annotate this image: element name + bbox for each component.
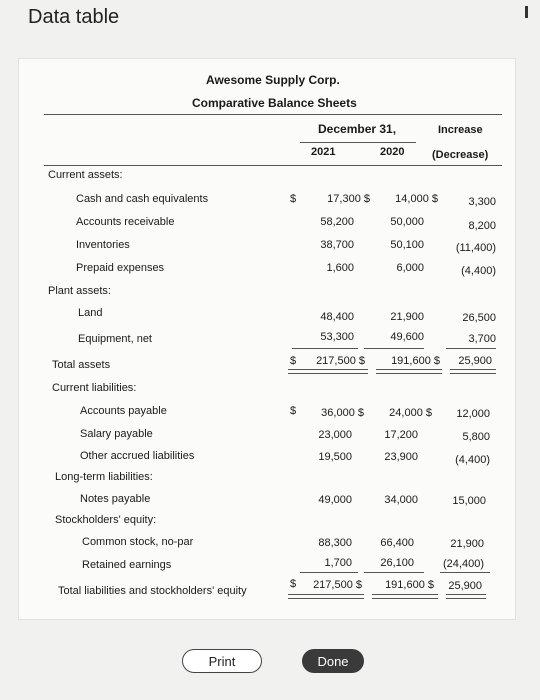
header-rule xyxy=(44,114,502,115)
total-double-rule xyxy=(446,594,486,599)
subtotal-rule xyxy=(300,572,358,573)
window-title: Data table xyxy=(28,6,120,28)
cell-2021-equipment: 53,300 xyxy=(320,331,354,343)
cell-change-ar: 8,200 xyxy=(468,220,496,232)
cell-2021-ar: 58,200 xyxy=(320,216,354,228)
year-2021-header: 2021 xyxy=(311,146,336,158)
cell-change-salary: 5,800 xyxy=(462,431,490,443)
row-label-land: Land xyxy=(78,307,103,319)
total-assets-label: Total assets xyxy=(52,359,111,371)
section-equity: Stockholders' equity: xyxy=(55,514,157,526)
subtotal-rule xyxy=(364,348,424,349)
total-double-rule xyxy=(288,594,364,599)
date-header: December 31, xyxy=(318,122,397,136)
cell-change-retained: (24,400) xyxy=(443,558,484,570)
cell-2021-total-le: 217,500 $ xyxy=(313,579,362,591)
cell-2021-retained: 1,700 xyxy=(324,557,352,569)
cell-2020-cash: 14,000 $ xyxy=(395,193,438,205)
row-label-ar: Accounts receivable xyxy=(76,216,175,228)
row-label-inventories: Inventories xyxy=(76,239,130,251)
row-label-equipment: Equipment, net xyxy=(78,333,152,345)
cell-change-total-assets: 25,900 xyxy=(458,355,492,367)
cell-2020-inventories: 50,100 xyxy=(390,239,424,251)
row-label-notes: Notes payable xyxy=(80,493,151,505)
increase-header: Increase xyxy=(438,124,483,136)
row-label-cash: Cash and cash equivalents xyxy=(76,193,209,205)
cell-change-cash: 3,300 xyxy=(468,196,496,208)
row-label-other: Other accrued liabilities xyxy=(80,450,195,462)
section-plant-assets: Plant assets: xyxy=(48,285,111,297)
dollar-sign: $ xyxy=(290,193,297,205)
cell-change-inventories: (11,400) xyxy=(455,242,496,254)
cell-2021-prepaid: 1,600 xyxy=(326,262,354,274)
cell-2020-common: 66,400 xyxy=(380,537,414,549)
dollar-sign: $ xyxy=(290,355,297,367)
cell-change-notes: 15,000 xyxy=(452,495,486,507)
total-double-rule xyxy=(288,369,368,374)
row-label-retained: Retained earnings xyxy=(82,559,172,571)
cell-2020-ap: 24,000 $ xyxy=(389,407,432,419)
cell-2020-other: 23,900 xyxy=(384,451,418,463)
cell-2020-notes: 34,000 xyxy=(384,494,418,506)
date-rule xyxy=(300,142,416,143)
subtotal-rule xyxy=(292,348,358,349)
cell-change-total-le: 25,900 xyxy=(448,580,482,592)
cell-2020-prepaid: 6,000 xyxy=(396,262,424,274)
section-long-term: Long-term liabilities: xyxy=(55,471,153,483)
row-label-ap: Accounts payable xyxy=(80,405,167,417)
cell-2020-ar: 50,000 xyxy=(390,216,424,228)
cell-change-other: (4,400) xyxy=(455,454,490,466)
cell-2021-salary: 23,000 xyxy=(318,429,352,441)
dollar-sign: $ xyxy=(290,405,297,417)
cell-change-land: 26,500 xyxy=(462,312,496,324)
row-label-prepaid: Prepaid expenses xyxy=(76,262,165,274)
column-header-rule xyxy=(44,165,502,166)
report-name: Comparative Balance Sheets xyxy=(192,96,357,110)
cell-2021-cash: 17,300 $ xyxy=(327,193,370,205)
cell-2021-ap: 36,000 $ xyxy=(321,407,364,419)
section-current-liabilities: Current liabilities: xyxy=(52,382,137,394)
minimize-icon[interactable] xyxy=(525,6,528,18)
cell-2020-retained: 26,100 xyxy=(380,557,414,569)
total-double-rule xyxy=(450,369,496,374)
cell-2020-land: 21,900 xyxy=(390,311,424,323)
total-le-label: Total liabilities and stockholders' equity xyxy=(58,585,247,597)
cell-change-ap: 12,000 xyxy=(456,408,490,420)
company-name: Awesome Supply Corp. xyxy=(206,73,340,87)
cell-change-common: 21,900 xyxy=(450,538,484,550)
cell-change-prepaid: (4,400) xyxy=(461,265,496,277)
total-double-rule xyxy=(372,594,438,599)
subtotal-rule xyxy=(446,348,496,349)
cell-change-equipment: 3,700 xyxy=(468,333,496,345)
dollar-sign: $ xyxy=(290,578,297,590)
cell-2020-salary: 17,200 xyxy=(384,429,418,441)
decrease-header: (Decrease) xyxy=(432,149,489,161)
cell-2021-notes: 49,000 xyxy=(318,494,352,506)
print-button[interactable]: Print xyxy=(182,649,262,673)
year-2020-header: 2020 xyxy=(380,146,405,158)
row-label-common: Common stock, no-par xyxy=(82,536,194,548)
subtotal-rule xyxy=(364,572,424,573)
row-label-salary: Salary payable xyxy=(80,428,153,440)
section-current-assets: Current assets: xyxy=(48,169,123,181)
subtotal-rule xyxy=(440,572,490,573)
cell-2020-total-le: 191,600 $ xyxy=(385,579,434,591)
cell-2021-other: 19,500 xyxy=(318,451,352,463)
cell-2020-equipment: 49,600 xyxy=(390,331,424,343)
cell-2021-inventories: 38,700 xyxy=(320,239,354,251)
cell-2021-total-assets: 217,500 $ xyxy=(316,355,365,367)
done-button[interactable]: Done xyxy=(302,649,364,673)
cell-2020-total-assets: 191,600 $ xyxy=(391,355,440,367)
cell-2021-common: 88,300 xyxy=(318,537,352,549)
total-double-rule xyxy=(376,369,442,374)
cell-2021-land: 48,400 xyxy=(320,311,354,323)
